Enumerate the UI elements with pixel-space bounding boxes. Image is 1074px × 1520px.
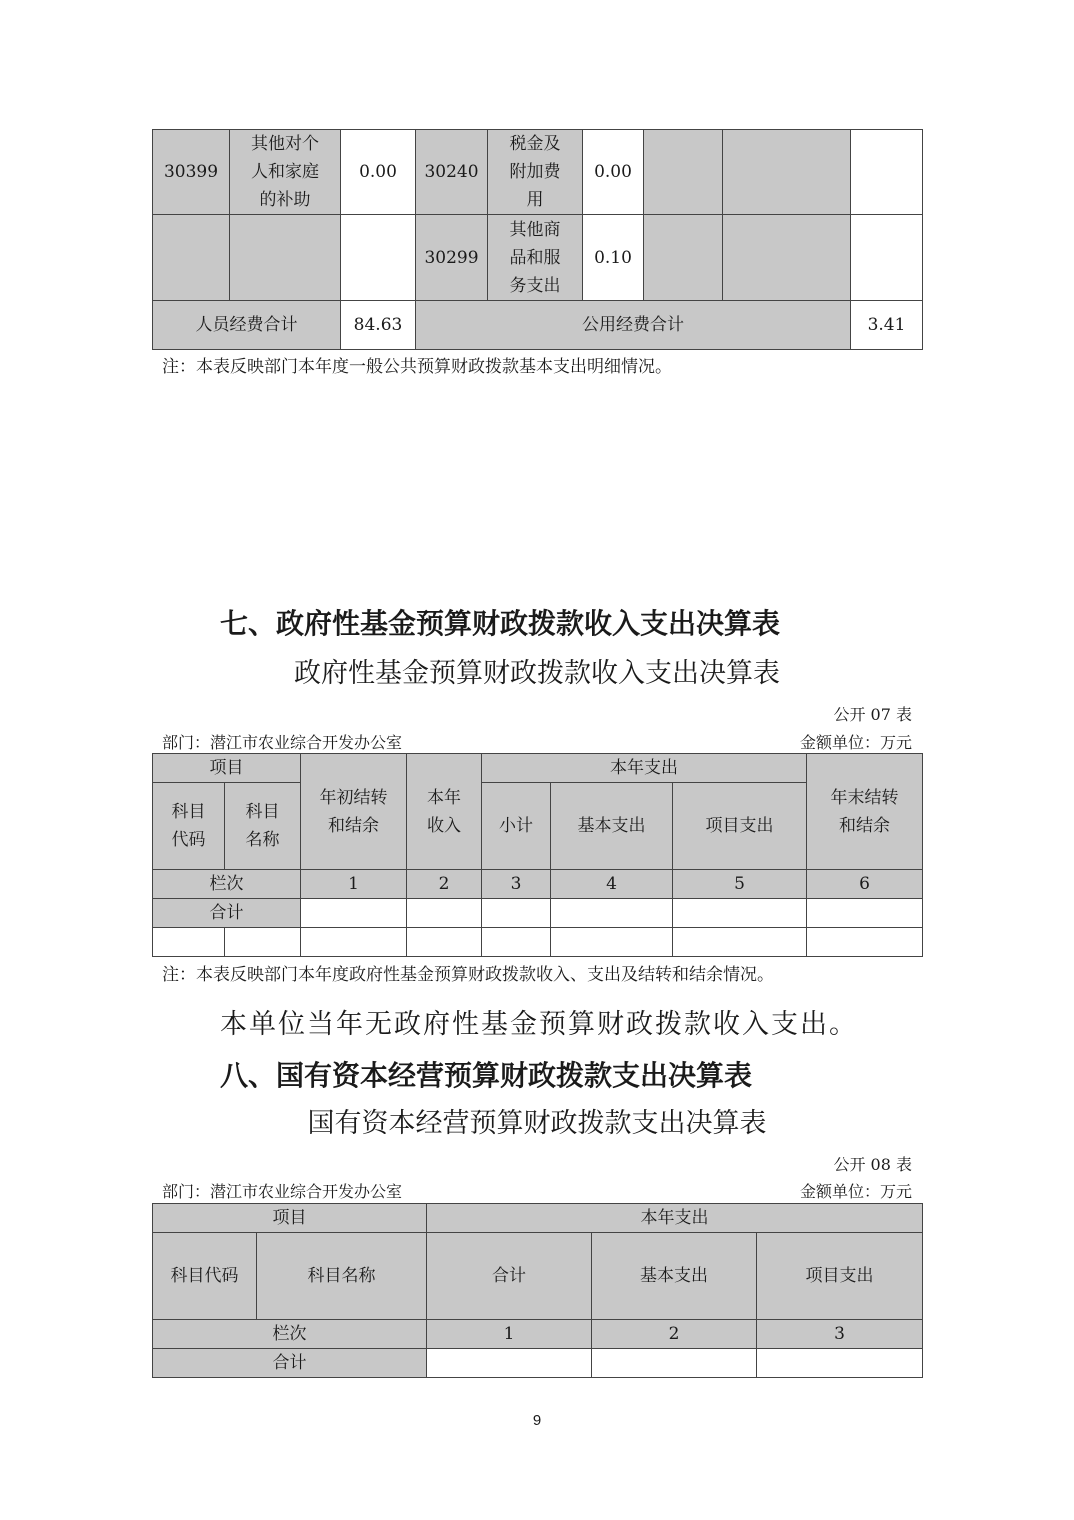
total-row (153, 1349, 923, 1378)
empty-cell (225, 928, 301, 957)
empty-cell (851, 130, 923, 215)
header-subtotal: 小计 (482, 783, 551, 870)
subject-name: 其他对个 人和家庭 的补助 (230, 130, 341, 215)
empty-cell (673, 899, 807, 928)
table-title: 国有资本经营预算财政拨款支出决算表 (307, 1108, 767, 1139)
table-row (153, 130, 923, 215)
column-label: 栏次 (153, 870, 301, 899)
state-capital-table (152, 1203, 923, 1378)
header-total: 合计 (427, 1233, 592, 1320)
personnel-total-label: 人员经费合计 (153, 301, 341, 350)
form-number: 公开 08 表 (833, 1155, 912, 1174)
empty-cell (644, 215, 723, 301)
total-label: 合计 (153, 899, 301, 928)
header-name: 科目名称 (257, 1233, 427, 1320)
subject-name (230, 215, 341, 301)
public-total-label: 公用经费合计 (416, 301, 851, 350)
empty-cell (551, 899, 673, 928)
empty-cell (551, 928, 673, 957)
empty-cell (482, 928, 551, 957)
department-label: 部门：潜江市农业综合开发办公室 (162, 733, 403, 752)
department-label: 部门：潜江市农业综合开发办公室 (162, 1182, 403, 1201)
header-expense: 本年支出 (482, 754, 807, 783)
subject-name: 税金及 附加费 用 (488, 130, 583, 215)
empty-cell (644, 130, 723, 215)
header-item: 项目支出 (673, 783, 807, 870)
amount (341, 215, 416, 301)
totals-row (153, 301, 923, 350)
section-heading: 七、政府性基金预算财政拨款收入支出决算表 (220, 607, 781, 640)
column-number: 2 (592, 1320, 757, 1349)
empty-cell (407, 899, 482, 928)
empty-cell (407, 928, 482, 957)
personnel-total-value: 84.63 (341, 301, 416, 350)
header-project: 项目 (153, 1204, 427, 1233)
column-label: 栏次 (153, 1320, 427, 1349)
amount: 0.00 (583, 130, 644, 215)
unit-label: 金额单位：万元 (799, 733, 912, 752)
subject-code: 30299 (416, 215, 488, 301)
no-data-statement: 本单位当年无政府性基金预算财政拨款收入支出。 (220, 1009, 858, 1040)
column-number-row (153, 1320, 923, 1349)
header-basic: 基本支出 (592, 1233, 757, 1320)
table-title: 政府性基金预算财政拨款收入支出决算表 (294, 658, 780, 689)
empty-cell (807, 928, 923, 957)
table-row (153, 928, 923, 957)
empty-cell (673, 928, 807, 957)
column-number: 6 (807, 870, 923, 899)
header-item: 项目支出 (757, 1233, 923, 1320)
subject-code (153, 215, 230, 301)
page-number: 9 (532, 1412, 542, 1429)
header-code: 科目代码 (153, 1233, 257, 1320)
column-number: 4 (551, 870, 673, 899)
column-number: 5 (673, 870, 807, 899)
header-code: 科目 代码 (153, 783, 225, 870)
header-basic: 基本支出 (551, 783, 673, 870)
column-number: 3 (482, 870, 551, 899)
header-expense: 本年支出 (427, 1204, 923, 1233)
empty-cell (723, 130, 851, 215)
basic-expense-detail-table (152, 129, 923, 350)
empty-cell (807, 899, 923, 928)
empty-cell (301, 928, 407, 957)
gov-fund-table (152, 753, 923, 957)
table-note: 注：本表反映部门本年度一般公共预算财政拨款基本支出明细情况。 (162, 357, 672, 377)
subject-code: 30399 (153, 130, 230, 215)
subject-code: 30240 (416, 130, 488, 215)
amount: 0.00 (341, 130, 416, 215)
empty-cell (482, 899, 551, 928)
empty-cell (851, 215, 923, 301)
subject-name: 其他商 品和服 务支出 (488, 215, 583, 301)
column-number: 2 (407, 870, 482, 899)
empty-cell (723, 215, 851, 301)
amount: 0.10 (583, 215, 644, 301)
table-note: 注：本表反映部门本年度政府性基金预算财政拨款收入、支出及结转和结余情况。 (162, 965, 774, 985)
header-project: 项目 (153, 754, 301, 783)
empty-cell (301, 899, 407, 928)
header-end-balance: 年末结转 和结余 (807, 754, 923, 870)
empty-cell (427, 1349, 592, 1378)
public-total-value: 3.41 (851, 301, 923, 350)
column-number-row (153, 870, 923, 899)
column-number: 1 (301, 870, 407, 899)
header-begin-balance: 年初结转 和结余 (301, 754, 407, 870)
table-row (153, 215, 923, 301)
unit-label: 金额单位：万元 (799, 1182, 912, 1201)
header-income: 本年 收入 (407, 754, 482, 870)
empty-cell (592, 1349, 757, 1378)
total-label: 合计 (153, 1349, 427, 1378)
empty-cell (757, 1349, 923, 1378)
total-row (153, 899, 923, 928)
empty-cell (153, 928, 225, 957)
form-number: 公开 07 表 (833, 705, 912, 724)
column-number: 1 (427, 1320, 592, 1349)
column-number: 3 (757, 1320, 923, 1349)
section-heading: 八、国有资本经营预算财政拨款支出决算表 (220, 1059, 753, 1092)
header-name: 科目 名称 (225, 783, 301, 870)
